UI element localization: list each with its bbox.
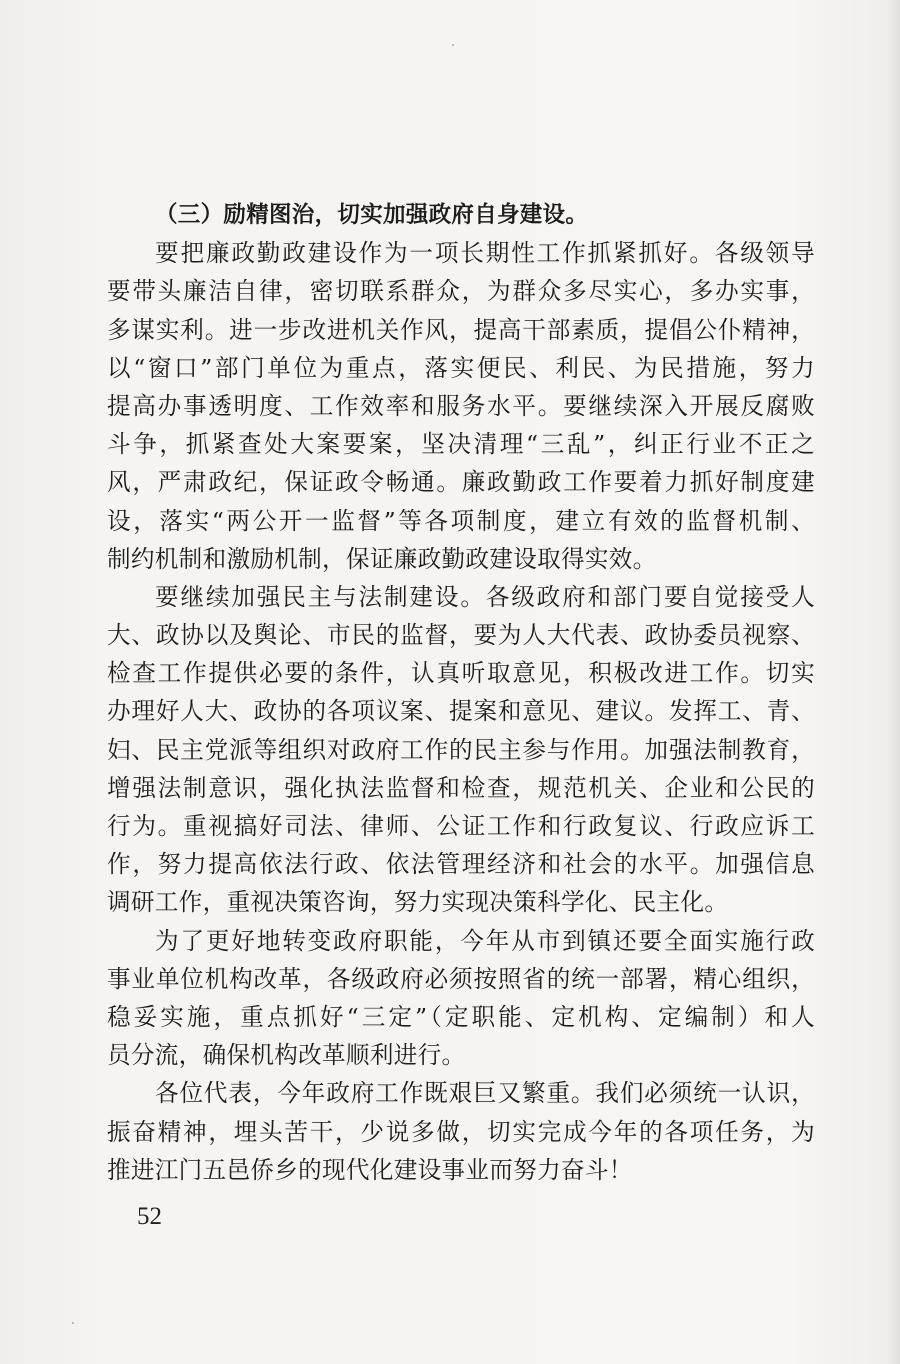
text-line: 要把廉政勤政建设作为一项长期性工作抓紧抓好。各级领导 [155, 239, 815, 268]
body-text [107, 196, 815, 1189]
text-line: 要带头廉洁自律，密切联系群众，为群众多尽实心，多办实事， [107, 277, 815, 306]
text-line: 增强法制意识，强化执法监督和检查，规范机关、企业和公民的 [107, 773, 815, 802]
text-line: 各位代表，今年政府工作既艰巨又繁重。我们必须统一认识， [155, 1079, 815, 1108]
paragraph-3 [107, 922, 815, 1075]
text-line: 为了更好地转变政府职能，今年从市到镇还要全面实施行政 [155, 926, 815, 955]
section-heading: （三）励精图治，切实加强政府自身建设。 [155, 202, 589, 228]
text-line: 作，努力提高依法行政、依法管理经济和社会的水平。加强信息 [107, 850, 815, 879]
text-line: 检查工作提供必要的条件，认真听取意见，积极改进工作。切实 [107, 659, 815, 688]
text-line: 多谋实利。进一步改进机关作风，提高干部素质，提倡公仆精神， [107, 315, 815, 344]
paragraph-2 [107, 578, 815, 922]
text-line: 办理好人大、政协的各项议案、提案和意见、建议。发挥工、青、 [107, 697, 815, 726]
text-line: 行为。重视搞好司法、律师、公证工作和行政复议、行政应诉工 [107, 812, 815, 840]
paper-speck [452, 44, 454, 46]
text-line: 斗争，抓紧查处大案要案，坚决清理“三乱”，纠正行业不正之 [107, 430, 815, 459]
text-line: 要继续加强民主与法制建设。各级政府和部门要自觉接受人 [155, 582, 815, 611]
page-edge-shadow [886, 0, 900, 1364]
paragraph-4 [107, 1074, 815, 1189]
text-line: 事业单位机构改革，各级政府必须按照省的统一部署，精心组织， [107, 964, 815, 993]
text-line: 推进江门五邑侨乡的现代化建设事业而努力奋斗！ [107, 1155, 633, 1184]
text-line: 风，严肃政纪，保证政令畅通。廉政勤政工作要着力抓好制度建 [107, 468, 815, 497]
text-line: 稳妥实施，重点抓好“三定”（定职能、定机构、定编制）和人 [107, 1002, 815, 1031]
text-line: 员分流，确保机构改革顺利进行。 [107, 1041, 466, 1070]
text-line: 以“窗口”部门单位为重点，落实便民、利民、为民措施，努力 [107, 353, 815, 382]
text-line: 设，落实“两公开一监督”等各项制度，建立有效的监督机制、 [107, 506, 815, 535]
text-line: 振奋精神，埋头苦干，少说多做，切实完成今年的各项任务，为 [107, 1117, 815, 1146]
paragraph-1 [107, 234, 815, 578]
text-line: 提高办事透明度、工作效率和服务水平。要继续深入开展反腐败 [107, 391, 815, 420]
text-line: 调研工作，重视决策咨询，努力实现决策科学化、民主化。 [107, 888, 729, 917]
paper-speck [72, 1322, 74, 1324]
page-number: 52 [137, 1203, 162, 1230]
text-line: 妇、民主党派等组织对政府工作的民主参与作用。加强法制教育， [107, 735, 815, 764]
text-line: 大、政协以及舆论、市民的监督，要为人大代表、政协委员视察、 [107, 621, 815, 650]
text-line: 制约机制和激励机制，保证廉政勤政建设取得实效。 [107, 544, 657, 573]
